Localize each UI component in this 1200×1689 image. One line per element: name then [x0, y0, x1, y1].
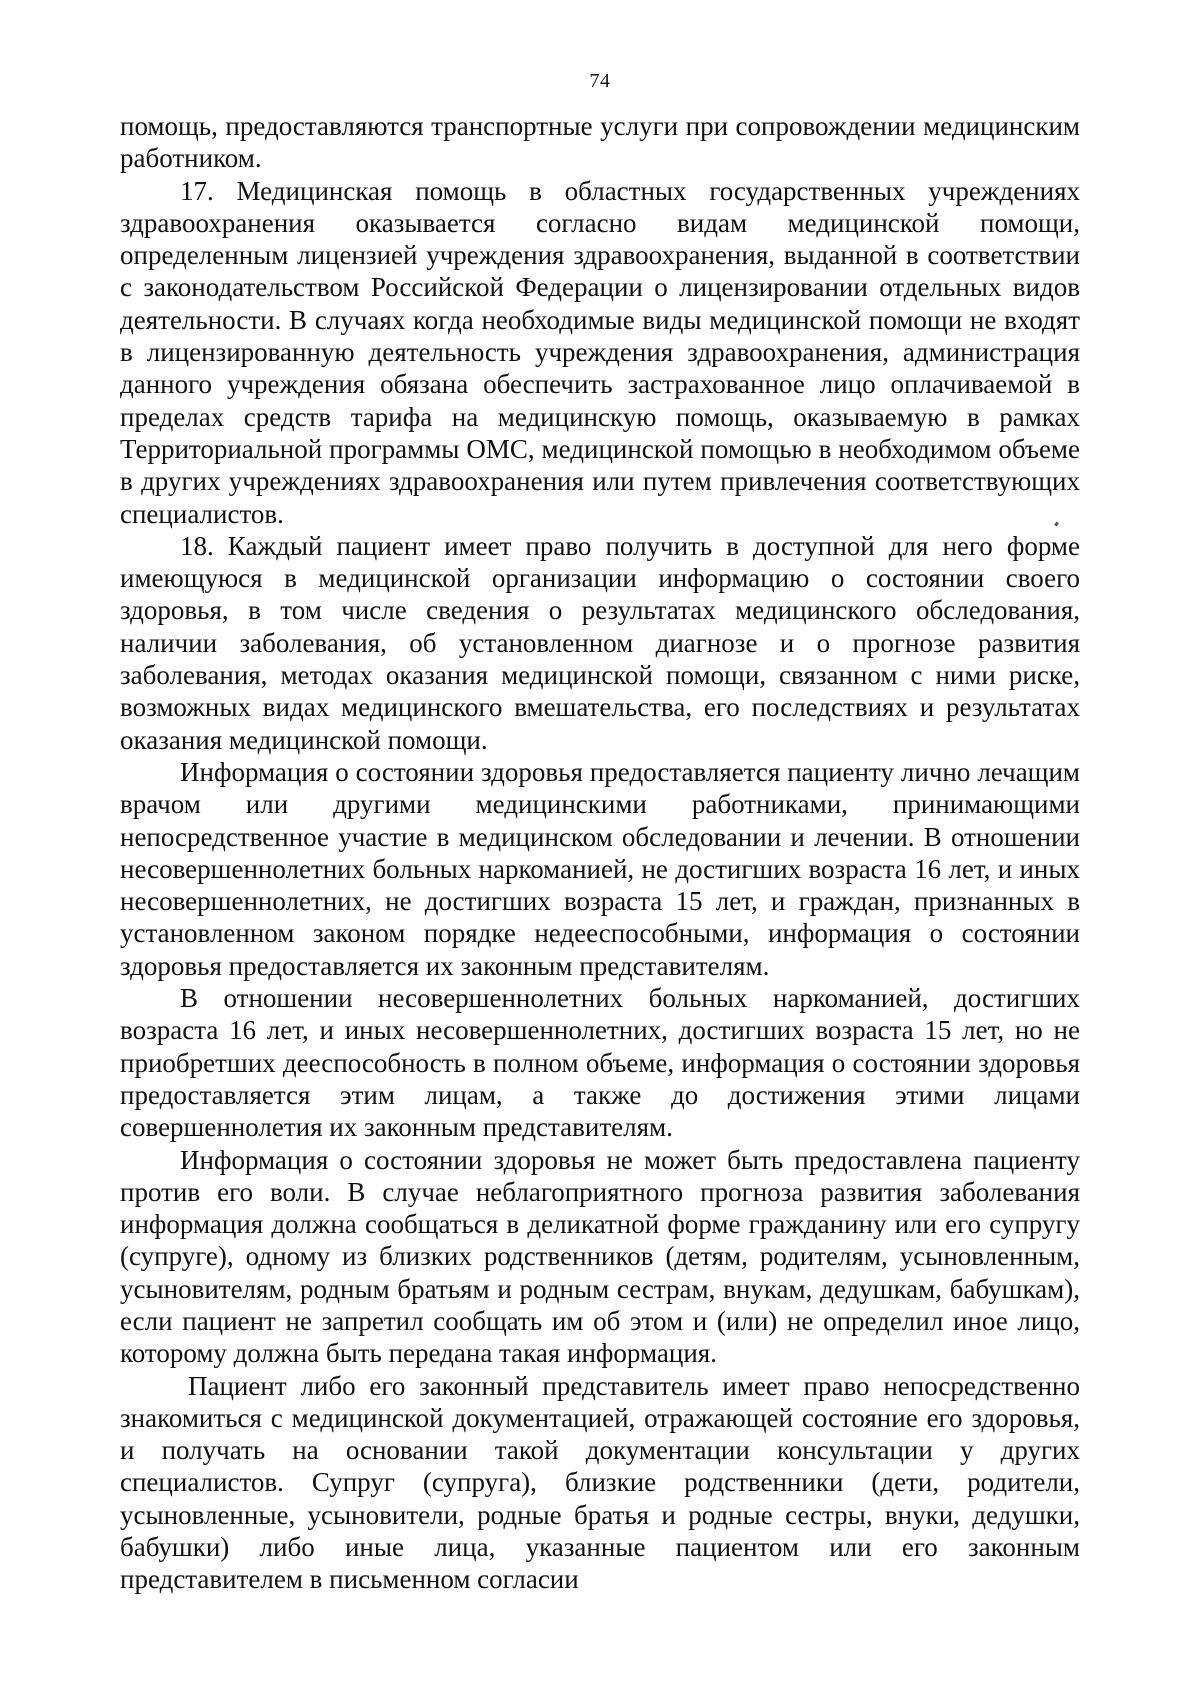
page-number: 74 [589, 70, 611, 92]
paragraph-item-18: 18. Каждый пациент имеет право получить в доступной для него форме имеющуюся в медицинской организации информацию о состоянии своего здоровья, в том числе сведения о результатах медицинского обследования, наличии заболевания, об установленном диагнозе и о прогнозе развития заболевания, методах оказания медицинской помощи, связанном с ними риске, возможных видах медицинского вмешательства, его последствиях и результатах оказания медицинской помощи. [120, 530, 1080, 755]
paragraph-minors-info: В отношении несовершеннолетних больных наркоманией, достигших возраста 16 лет, и иных несовершеннолетних, достигших возраста 15 лет, но не приобретших дееспособность в полном объеме, информация о состоянии здоровья предоставляется этим лицам, а также до достижения этими лицами совершеннолетия их законным представителям. [120, 983, 1080, 1143]
paragraph-item-17: 17. Медицинская помощь в областных государственных учреждениях здравоохранения оказывается согласно видам медицинской помощи, определенным лицензией учреждения здравоохранения, выданной в соответствии с законодательством Российской Федерации о лицензировании отдельных видов деятельности. В случаях когда необходимые виды медицинской помощи не входят в лицензированную деятельность учреждения здравоохранения, администрация данного учреждения обязана обеспечить застрахованное лицо оплачиваемой в пределах средств тарифа на медицинскую помощь, оказываемую в рамках Территориальной программы ОМС, медицинской помощью в необходимом объеме в других учреждениях здравоохранения или путем привлечения соответствующих специалистов. [120, 175, 1080, 529]
paragraph-health-info-provision: Информация о состоянии здоровья предоставляется пациенту лично лечащим врачом или другими медицинскими работниками, принимающими непосредственное участие в медицинском обследовании и лечении. В отношении несовершеннолетних больных наркоманией, не достигших возраста 16 лет, и иных несовершеннолетних, не достигших возраста 15 лет, и граждан, признанных в установленном законом порядке недееспособными, информация о состоянии здоровья предоставляется их законным представителям. [120, 756, 1080, 981]
document-body [120, 110, 1080, 1596]
paragraph-info-against-will: Информация о состоянии здоровья не может быть предоставлена пациенту против его воли. В случае неблагоприятного прогноза развития заболевания информация должна сообщаться в деликатной форме гражданину или его супругу (супруге), одному из близких родственников (детям, родителям, усыновленным, усыновителям, родным братьям и родным сестрам, внукам, дедушкам, бабушкам), если пациент не запретил сообщать им об этом и (или) не определил иное лицо, которому должна быть передана такая информация. [120, 1144, 1080, 1369]
paragraph-medical-documentation: Пациент либо его законный представитель имеет право непосредственно знакомиться с медицинской документацией, отражающей состояние его здоровья, и получать на основании такой документации консультации у других специалистов. Супруг (супруга), близкие родственники (дети, родители, усыновленные, усыновители, родные братья и родные сестры, внуки, дедушки, бабушки) либо иные лица, указанные пациентом или его законным представителем в письменном согласии [120, 1370, 1080, 1595]
paragraph-continuation: помощь, предоставляются транспортные услуги при сопровождении медицинским работником. [120, 111, 1080, 174]
